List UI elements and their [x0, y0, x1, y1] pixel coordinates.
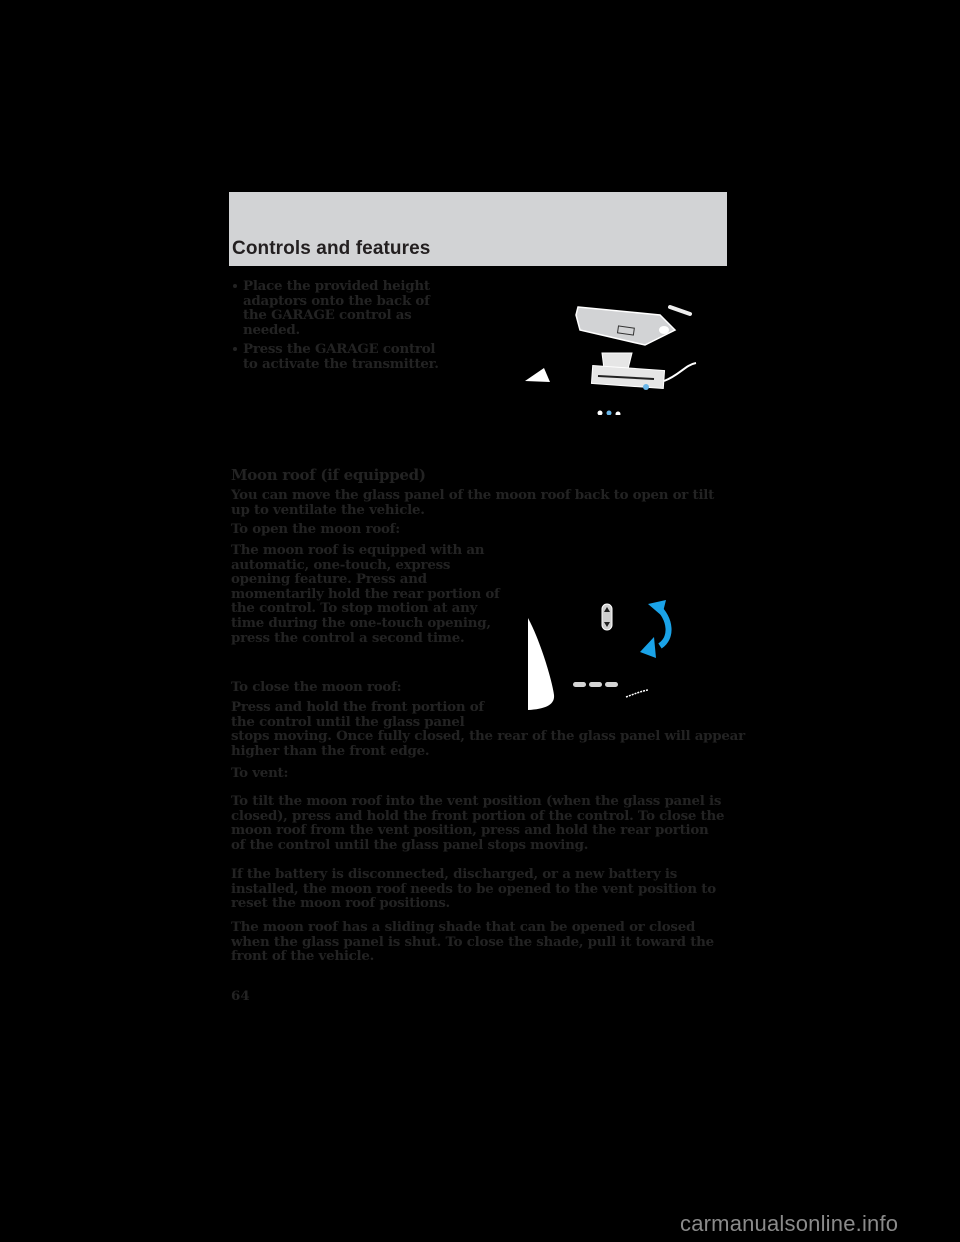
moon-roof-intro: You can move the glass panel of the moon roof back to open or tilt up to ventilate the vehicle.	[231, 487, 715, 518]
sliding-shade-text: The moon roof has a sliding shade that can be opened or closed when the glass panel is shut. To close the shade, pull it toward the front of the vehicle.	[231, 919, 714, 965]
battery-reset-text: If the battery is disconnected, discharged, or a new battery is installed, the moon roof needs to be opened to the vent position to reset the moon roof positions.	[231, 866, 716, 912]
text-line: the control. To stop motion at any	[231, 600, 478, 617]
garage-instructions-list	[233, 279, 483, 377]
text-line: the control until the glass panel	[231, 713, 465, 730]
section-header-band	[229, 192, 727, 266]
text-line: stops moving. Once fully closed, the rear of the glass panel will appear	[231, 728, 745, 745]
bullet-text: Press the GARAGE control to activate the transmitter.	[243, 341, 439, 372]
open-moon-roof-heading: To open the moon roof:	[231, 521, 400, 537]
page-number: 64	[231, 988, 250, 1004]
bullet-text: Place the provided height adaptors onto the back of the GARAGE control as needed.	[243, 278, 430, 338]
text-line: Press and hold the front portion of	[231, 699, 484, 715]
watermark: carmanualsonline.info	[680, 1211, 899, 1236]
text-line: automatic, one-touch, express	[231, 556, 451, 573]
garage-opener-illustration	[520, 285, 700, 415]
text-line: press the control a second time.	[231, 629, 465, 646]
moon-roof-heading: Moon roof (if equipped)	[231, 466, 426, 484]
list-item	[233, 279, 453, 337]
bullet-icon	[233, 347, 237, 351]
close-moon-roof-heading: To close the moon roof:	[231, 679, 402, 695]
text-line: opening feature. Press and	[231, 571, 427, 588]
vent-text: To tilt the moon roof into the vent position (when the glass panel is closed), press and hold the front portion of the control. To close the moon roof from the vent position, press and hold the rear portion of the control until the glass panel stops moving.	[231, 793, 725, 853]
bullet-icon	[233, 284, 237, 288]
open-moon-roof-text	[231, 543, 500, 645]
section-title: Controls and features	[232, 238, 431, 259]
text-line: time during the one-touch opening,	[231, 614, 491, 631]
text-line: higher than the front edge.	[231, 742, 430, 759]
text-line: momentarily hold the rear portion of	[231, 585, 500, 602]
moon-roof-control-illustration	[500, 590, 680, 710]
vent-heading: To vent:	[231, 765, 289, 781]
text-line: The moon roof is equipped with an	[231, 542, 485, 558]
list-item	[233, 342, 453, 371]
